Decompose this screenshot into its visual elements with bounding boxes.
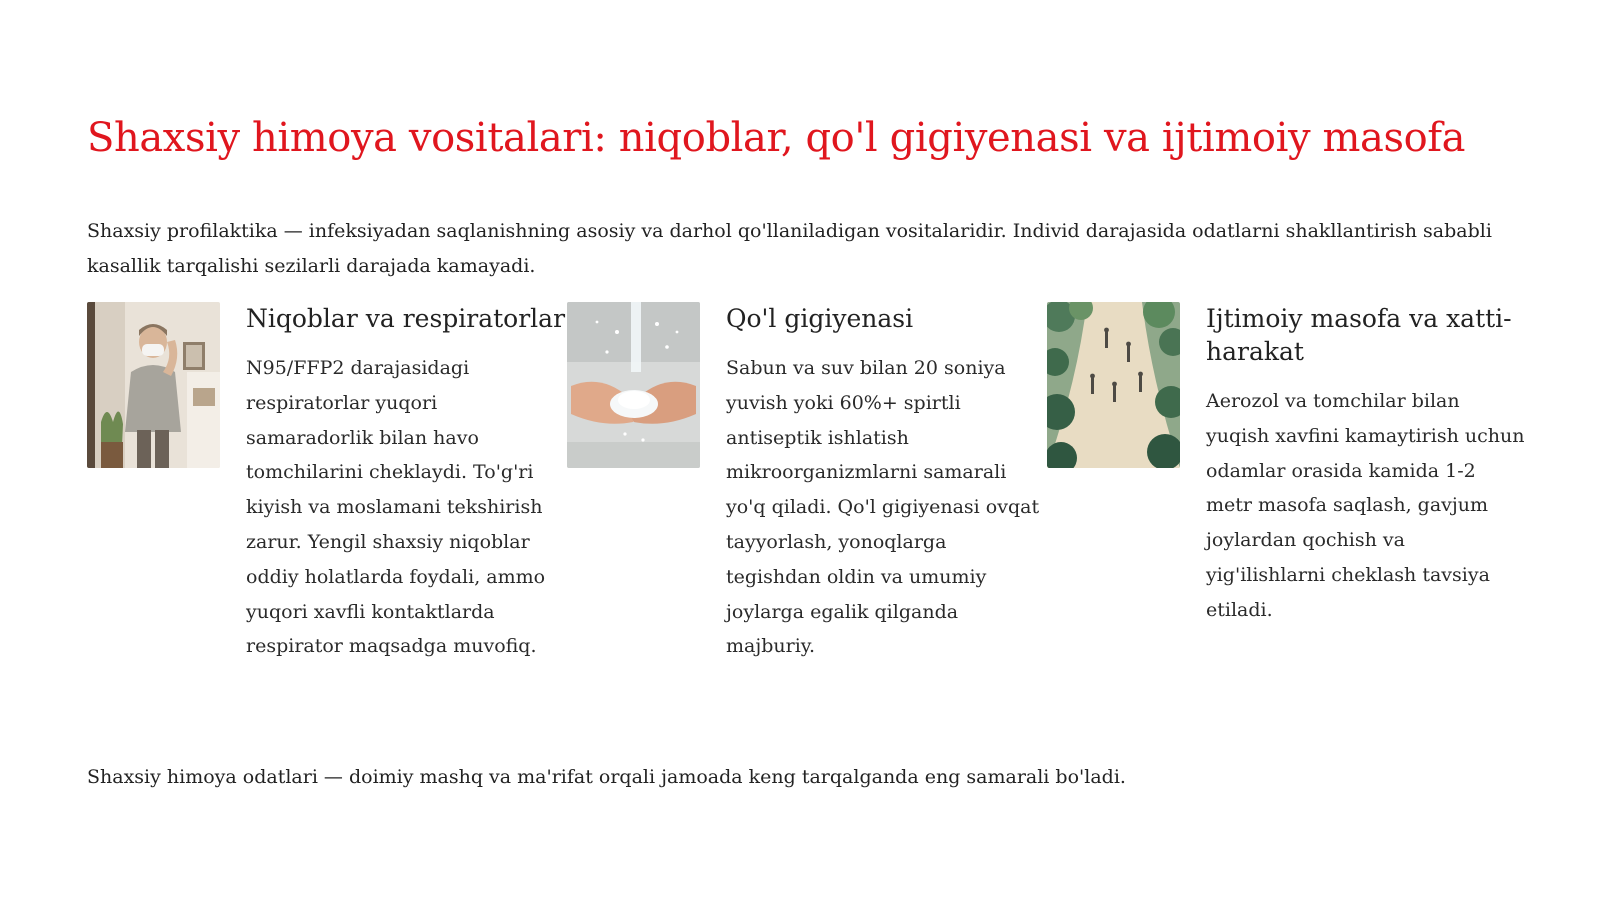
- cards-row: [87, 302, 1527, 664]
- card-social-distance-text: [1206, 302, 1527, 628]
- card-body: Aerozol va tomchilar bilan yuqish xavfini kamaytirish uchun odamlar orasida kamida 1-2 metr masofa saqlash, gavjum joylardan qochish va yig'ilishlarni cheklash tavsiya etiladi.: [1206, 390, 1525, 621]
- card-title: Ijtimoiy masofa va xatti-harakat: [1206, 304, 1512, 366]
- footer-note: Shaxsiy himoya odatlari — doimiy mashq va ma'rifat orqali jamoada keng tarqalganda eng samarali bo'ladi.: [87, 766, 1126, 788]
- card-social-distance: [1047, 302, 1527, 664]
- card-title: Qo'l gigiyenasi: [726, 304, 914, 333]
- card-title: Niqoblar va respiratorlar: [246, 304, 566, 333]
- card-hand-hygiene-text: [726, 302, 1047, 664]
- hand-washing-image: [567, 302, 700, 468]
- page-title: Shaxsiy himoya vositalari: niqoblar, qo'l gigiyenasi va ijtimoiy masofa: [87, 115, 1466, 161]
- card-body: Sabun va suv bilan 20 soniya yuvish yoki 60%+ spirtli antiseptik ishlatish mikroorganizmlarni samarali yo'q qiladi. Qo'l gigiyenasi ovqat tayyorlash, yonoqlarga tegishdan oldin va umumiy joylarga egalik qilganda majburiy.: [726, 357, 1040, 658]
- people-in-park-image: [1047, 302, 1180, 468]
- card-hand-hygiene: [567, 302, 1047, 664]
- person-wearing-mask-image: [87, 302, 220, 468]
- intro-paragraph: Shaxsiy profilaktika — infeksiyadan saqlanishning asosiy va darhol qo'llaniladigan vositalaridir. Individ darajasida odatlarni shakllantirish sababli kasallik tarqalishi sezilarli darajada kamayadi.: [87, 220, 1492, 277]
- card-body: N95/FFP2 darajasidagi respiratorlar yuqori samaradorlik bilan havo tomchilarini cheklaydi. To'g'ri kiyish va moslamani tekshirish zarur. Yengil shaxsiy niqoblar oddiy holatlarda foydali, ammo yuqori xavfli kontaktlarda respirator maqsadga muvofiq.: [246, 357, 546, 658]
- card-masks-text: [246, 302, 567, 664]
- card-masks: [87, 302, 567, 664]
